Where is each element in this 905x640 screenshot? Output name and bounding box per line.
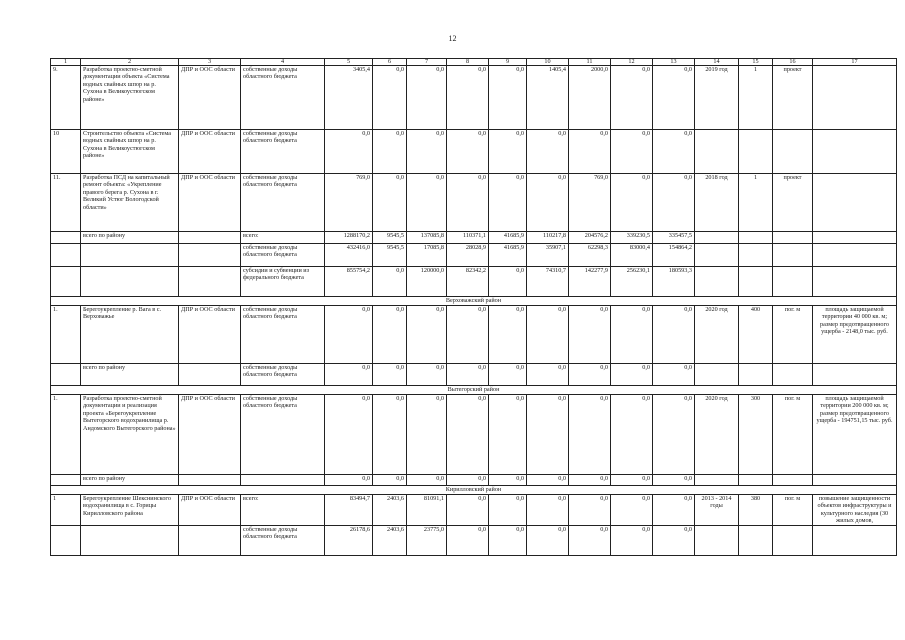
table-cell: 0,0 [373,364,407,386]
table-cell: всего по району [81,364,179,386]
table-cell [695,267,739,297]
table-cell: 400 [739,306,773,364]
table-cell: всего по району [81,232,179,244]
table-cell: 110371,1 [447,232,489,244]
table-row [51,244,897,267]
table-cell: 0,0 [489,267,527,297]
table-cell: ДПР и ООС области [179,395,241,475]
table-cell [813,475,897,486]
table-cell: 74310,7 [527,267,569,297]
table-cell: 1. [51,395,81,475]
table-cell [739,130,773,174]
table-cell: пог. м [773,395,813,475]
column-number: 1 [51,59,81,66]
table-cell: 41685,9 [489,232,527,244]
table-cell: 0,0 [489,495,527,526]
table-row [51,66,897,130]
table-cell: 0,0 [447,525,489,555]
table-cell [739,232,773,244]
table-cell: 0,0 [611,395,653,475]
column-number: 8 [447,59,489,66]
table-cell: проект [773,174,813,232]
table-cell [813,130,897,174]
table-cell: 335457,5 [653,232,695,244]
table-cell: 0,0 [447,495,489,526]
table-cell: 83494,7 [325,495,373,526]
table-cell: 23775,0 [407,525,447,555]
table-cell [813,267,897,297]
table-cell [51,364,81,386]
table-cell: 339230,5 [611,232,653,244]
table-cell: собственные доходы областного бюджета [241,66,325,130]
column-number: 6 [373,59,407,66]
table-cell [51,525,81,555]
table-cell [773,525,813,555]
table-row [51,495,897,526]
table-cell: Разработка ПСД на капитальный ремонт объекта: «Укрепление правого берега р. Сухона в г. Великий Устюг Вологодской области» [81,174,179,232]
table-cell: 0,0 [407,395,447,475]
table-header-row [51,59,897,66]
table-cell: 0,0 [489,475,527,486]
table-cell: ДПР и ООС области [179,174,241,232]
table-cell [51,267,81,297]
table-cell: 0,0 [447,174,489,232]
table-cell: всего: [241,495,325,526]
table-cell: 0,0 [527,130,569,174]
table-cell: 0,0 [653,495,695,526]
table-cell: всего: [241,232,325,244]
table-cell: собственные доходы областного бюджета [241,306,325,364]
table-cell: 0,0 [653,306,695,364]
table-cell: 9545,5 [373,244,407,267]
table-cell: 0,0 [489,174,527,232]
table-cell: 10 [51,130,81,174]
table-cell: 0,0 [373,267,407,297]
table-cell [773,364,813,386]
column-number: 4 [241,59,325,66]
table-cell: 9545,5 [373,232,407,244]
column-number: 3 [179,59,241,66]
table-cell: 0,0 [653,174,695,232]
section-header [51,297,897,306]
table-cell [695,525,739,555]
table-cell: 0,0 [653,66,695,130]
column-number: 16 [773,59,813,66]
table-cell: 0,0 [611,525,653,555]
table-cell: 83000,4 [611,244,653,267]
table-cell: 0,0 [611,130,653,174]
table-cell: 0,0 [407,174,447,232]
table-cell: 1 [739,66,773,130]
table-cell: 0,0 [447,130,489,174]
table-cell: 2403,6 [373,495,407,526]
table-cell: всего по району [81,475,179,486]
section-header [51,486,897,495]
table-cell [773,475,813,486]
column-number: 10 [527,59,569,66]
table-cell: 26178,6 [325,525,373,555]
table-cell: собственные доходы областного бюджета [241,525,325,555]
table-cell: 41685,9 [489,244,527,267]
table-cell [179,232,241,244]
column-number: 11 [569,59,611,66]
column-number: 14 [695,59,739,66]
table-cell [51,232,81,244]
table-cell: 35907,1 [527,244,569,267]
table-cell: Берегоукрепление Шекснинского водохранилища в с. Горицы Кирилловского района [81,495,179,526]
table-cell: Строительство объекта «Система водных свайных шпор на р. Сухона в Великоустюгском районе» [81,130,179,174]
table-cell: 0,0 [527,364,569,386]
table-cell: 0,0 [373,174,407,232]
table-cell: 0,0 [373,130,407,174]
table-cell: 3405,4 [325,66,373,130]
table-cell: Разработка проектно-сметной документации объекта «Система водных свайных шпор на р. Сухона в Великоустюгском районе» [81,66,179,130]
table-cell: 2000,0 [569,66,611,130]
table-cell: ДПР и ООС области [179,66,241,130]
table-cell: 0,0 [447,475,489,486]
table-cell: 0,0 [653,364,695,386]
table-cell [695,232,739,244]
column-number: 7 [407,59,447,66]
table-cell: 0,0 [373,66,407,130]
table-cell: 0,0 [527,495,569,526]
table-cell [179,364,241,386]
table-cell: 0,0 [407,475,447,486]
table-cell [773,244,813,267]
table-cell: 2013 - 2014 годы [695,495,739,526]
budget-table [50,58,897,556]
table-cell: 0,0 [373,395,407,475]
table-cell: 0,0 [373,306,407,364]
table-cell: 11. [51,174,81,232]
table-cell: 17085,8 [407,244,447,267]
table-cell: 0,0 [527,395,569,475]
table-cell: 0,0 [489,306,527,364]
table-cell: 137085,8 [407,232,447,244]
table-cell: 0,0 [527,174,569,232]
table-cell: 0,0 [611,66,653,130]
table-cell: собственные доходы областного бюджета [241,130,325,174]
table-cell: 256230,1 [611,267,653,297]
table-cell [739,267,773,297]
table-cell: 0,0 [611,306,653,364]
table-cell [695,475,739,486]
table-cell: 1 [51,495,81,526]
table-cell: 0,0 [611,495,653,526]
table-cell: 0,0 [569,395,611,475]
table-cell [241,475,325,486]
table-cell [739,364,773,386]
table-cell [773,232,813,244]
table-cell: собственные доходы областного бюджета [241,244,325,267]
table-cell: собственные доходы областного бюджета [241,395,325,475]
table-cell: 0,0 [447,395,489,475]
page-number: 12 [448,34,457,43]
table-cell [179,244,241,267]
table-cell: 180593,3 [653,267,695,297]
column-number: 13 [653,59,695,66]
column-number: 15 [739,59,773,66]
table-cell [81,267,179,297]
table-cell: 0,0 [325,475,373,486]
table-cell: ДПР и ООС области [179,306,241,364]
table-row [51,306,897,364]
table-cell: 0,0 [569,130,611,174]
table-row [51,174,897,232]
table-cell: 0,0 [611,475,653,486]
table-cell: 0,0 [325,364,373,386]
table-row [51,395,897,475]
table-cell: проект [773,66,813,130]
table-cell: Берегоукрепление р. Вага в с. Верховажье [81,306,179,364]
table-cell: 0,0 [407,306,447,364]
table-cell: 81091,1 [407,495,447,526]
table-cell: 0,0 [653,130,695,174]
table-cell: 110217,8 [527,232,569,244]
table-cell: 0,0 [325,130,373,174]
table-row [51,267,897,297]
table-cell: 0,0 [407,130,447,174]
table-cell: 0,0 [447,66,489,130]
table-cell [813,244,897,267]
table-cell: 0,0 [569,364,611,386]
table-cell: 0,0 [569,525,611,555]
table-cell [739,475,773,486]
table-cell: 0,0 [569,306,611,364]
table-row [51,475,897,486]
table-cell [81,244,179,267]
table-cell: 2020 год [695,395,739,475]
table-cell: 0,0 [489,130,527,174]
table-cell: 1405,4 [527,66,569,130]
table-cell [51,244,81,267]
table-cell: собственные доходы областного бюджета [241,174,325,232]
table-cell: 0,0 [373,475,407,486]
table-cell [813,174,897,232]
section-title: Верховажский район [51,297,897,306]
table-cell: 1. [51,306,81,364]
table-cell: пог. м [773,495,813,526]
section-header [51,386,897,395]
table-cell: собственные доходы областного бюджета [241,364,325,386]
table-cell: 0,0 [489,395,527,475]
table-cell: 0,0 [407,66,447,130]
table-cell: 2020 год [695,306,739,364]
table-cell: 0,0 [447,306,489,364]
table-cell: 0,0 [489,364,527,386]
table-cell: 300 [739,395,773,475]
table-cell: 204576,2 [569,232,611,244]
table-cell [739,244,773,267]
table-cell: 0,0 [527,306,569,364]
table-cell: 0,0 [447,364,489,386]
table-cell: площадь защищаемой территории 200 000 кв. м; размер предотвращенного ущерба - 194751,15 тыс. руб. [813,395,897,475]
table-cell: 0,0 [407,364,447,386]
table-cell: Разработка проектно-сметной документации и реализация проекта «Берегоукрепление Вытегорского водохранилища р. Андомского Вытегорского района» [81,395,179,475]
table-cell [179,525,241,555]
table-cell: 0,0 [489,525,527,555]
table-cell: 0,0 [611,174,653,232]
section-title: Кирилловский район [51,486,897,495]
table-cell: 1 [739,174,773,232]
table-cell [179,475,241,486]
table-cell: 0,0 [527,475,569,486]
column-number: 2 [81,59,179,66]
table-cell: 2018 год [695,174,739,232]
table-cell: 769,0 [325,174,373,232]
table-cell [813,232,897,244]
table-cell: площадь защищаемой территории 40 000 кв. м; размер предотвращенного ущерба - 2148,0 тыс. руб. [813,306,897,364]
table-cell: 2019 год [695,66,739,130]
table-cell [813,525,897,555]
section-title: Вытегорский район [51,386,897,395]
table-row [51,130,897,174]
table-cell [695,364,739,386]
table-cell: 0,0 [653,525,695,555]
table-cell: субсидии и субвенции из федерального бюджета [241,267,325,297]
table-row [51,525,897,555]
table-cell: повышение защищенности объектов инфраструктуры и культурного наследия (30 жилых домов, [813,495,897,526]
column-number: 17 [813,59,897,66]
column-number: 9 [489,59,527,66]
table-cell: 0,0 [527,525,569,555]
column-number: 12 [611,59,653,66]
table-cell: 0,0 [569,495,611,526]
table-cell: 0,0 [611,364,653,386]
table-cell [81,525,179,555]
table-cell: 0,0 [325,306,373,364]
table-cell [813,66,897,130]
table-cell [813,364,897,386]
table-cell [773,267,813,297]
table-cell: 0,0 [489,66,527,130]
table-cell: 9. [51,66,81,130]
table-row [51,232,897,244]
table-cell [179,267,241,297]
table-cell: ДПР и ООС области [179,130,241,174]
table-cell: 432416,0 [325,244,373,267]
column-number: 5 [325,59,373,66]
table-cell [739,525,773,555]
table-cell: 62298,3 [569,244,611,267]
table-cell: 855754,2 [325,267,373,297]
table-cell: 380 [739,495,773,526]
table-cell: 1288170,2 [325,232,373,244]
table-cell: 0,0 [653,475,695,486]
table-cell: 2403,6 [373,525,407,555]
table-cell: 0,0 [325,395,373,475]
table-cell [51,475,81,486]
table-cell: пог. м [773,306,813,364]
table-cell: 154864,2 [653,244,695,267]
table-cell: 142277,9 [569,267,611,297]
table-cell: 82342,2 [447,267,489,297]
table-cell [695,130,739,174]
table-cell: ДПР и ООС области [179,495,241,526]
table-cell [773,130,813,174]
table-cell: 28028,9 [447,244,489,267]
table-cell: 0,0 [653,395,695,475]
table-cell: 769,0 [569,174,611,232]
table-row [51,364,897,386]
table-cell [695,244,739,267]
table-cell: 0,0 [569,475,611,486]
table-cell: 120000,0 [407,267,447,297]
